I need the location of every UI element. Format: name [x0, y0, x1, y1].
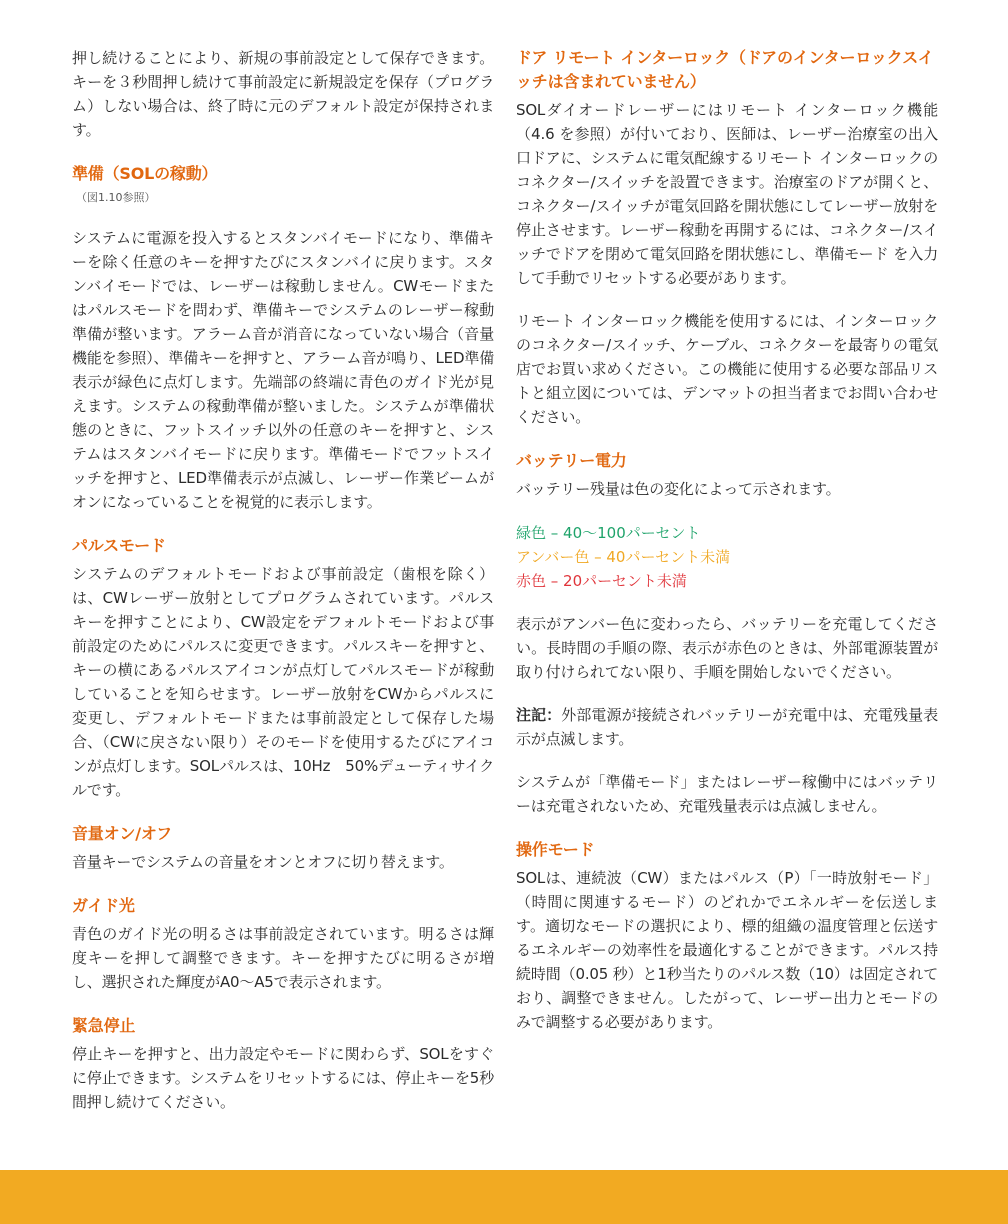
left-column — [72, 46, 494, 1114]
operation-mode-heading: 操作モード — [516, 840, 595, 859]
battery-level-red: 赤色 – 20パーセント未満 — [516, 572, 687, 590]
ready-paragraph: システムに電源を投入するとスタンバイモードになり、準備キーを除く任意のキーを押すたびにスタンバイに戻ります。スタンバイモードでは、レーザーは稼動しません。CWモードまたはパルスモードを問わず、準備キーでシステムのレーザー稼動準備が整います。アラーム音が消音になっていない場合（音量機能を参照）、準備キーを押すと、アラーム音が鳴り、LED準備表示が緑色に点灯します。先端部の終端に青色のガイド光が見えます。システムの稼動準備が整いました。システムが準備状態のときに、フットスイッチ以外の任意のキーを押すと、システムはスタンバイモードに戻ります。準備モードでフットスイッチを押すと、LED準備表示が点滅し、レーザー作業ビームがオンになっていることを視覚的に表示します。 — [72, 229, 494, 511]
operation-mode-paragraph: SOLは、連続波（CW）またはパルス（P）「一時放射モード」（時間に関連するモード）のどれかでエネルギーを伝送します。適切なモードの選択により、標的組織の温度管理と伝送するエネルギーの効率性を最適化することができます。パルス持続時間（0.05 秒）と1秒当たりのパルス数（10）は固定されており、調整できません。したがって、レーザー出力とモードのみで調整する必要があります。 — [516, 869, 938, 1031]
battery-note — [516, 703, 938, 751]
guide-light-paragraph: 青色のガイド光の明るさは事前設定されています。明るさは輝度キーを押して調整できます。キーを押すたびに明るさが増し、選択された輝度がA0～A5で表示されます。 — [72, 925, 494, 991]
battery-intro: バッテリー残量は色の変化によって示されます。 — [516, 480, 841, 498]
note-label: 注記： — [516, 706, 562, 724]
battery-heading: バッテリー電力 — [516, 451, 627, 470]
battery-paragraph-2: システムが「準備モード」またはレーザー稼働中にはバッテリーは充電されないため、充電残量表示は点滅しません。 — [516, 773, 938, 815]
right-column — [516, 46, 938, 1034]
pulse-paragraph: システムのデフォルトモードおよび事前設定（歯根を除く）は、CWレーザー放射としてプログラムされています。パルスキーを押すことにより、CW設定をデフォルトモードおよび事前設定のためにパルスに変更できます。パルスキーを押すと、キーの横にあるパルスアイコンが点灯してパルスモードが稼動していることを知らせます。レーザー放射をCWからパルスに変更し、デフォルトモードまたは事前設定として保存した場合、（CWに戻さない限り）そのモードを使用するたびにアイコンが点灯します。SOLパルスは、10Hz 50%デューティサイクルです。 — [72, 565, 494, 799]
door-interlock-paragraph-1: SOLダイオードレーザーにはリモート インターロック機能（4.6 を参照）が付いており、医師は、レーザー治療室の出入口ドアに、システムに電気配線するリモート インターロックのコネクター/スイッチを設置できます。治療室のドアが開くと、コネクター/スイッチが電気回路を開状態にしてレーザー放射を停止させます。レーザー稼動を再開するには、コネクター/スイッチでドアを閉めて電気回路を閉状態にし、準備モード を入力して手動でリセットする必要があります。 — [516, 101, 938, 287]
volume-paragraph: 音量キーでシステムの音量をオンとオフに切り替えます。 — [72, 853, 454, 871]
door-interlock-paragraph-2: リモート インターロック機能を使用するには、インターロックのコネクター/スイッチ、ケーブル、コネクターを最寄りの電気店でお買い求めください。この機能に使用する必要な部品リストと組立図については、デンマットの担当者までお問い合わせください。 — [516, 312, 938, 426]
note-text: 外部電源が接続されバッテリーが充電中は、充電残量表示が点滅します。 — [516, 706, 938, 748]
ready-heading: 準備（SOLの稼動） — [72, 164, 218, 183]
battery-levels-list — [516, 521, 938, 593]
footer-bar — [0, 1170, 1008, 1224]
battery-level-green: 緑色 – 40～100パーセント — [516, 524, 701, 542]
intro-paragraph: 押し続けることにより、新規の事前設定として保存できます。キーを３秒間押し続けて事前設定に新規設定を保存（プログラム）しない場合は、終了時に元のデフォルト設定が保持されます。 — [72, 49, 494, 139]
ready-figure-ref: （図1.10参照） — [76, 191, 156, 204]
emergency-stop-paragraph: 停止キーを押すと、出力設定やモードに関わらず、SOLをすぐに停止できます。システムをリセットするには、停止キーを5秒間押し続けてください。 — [72, 1045, 494, 1111]
volume-heading: 音量オン/オフ — [72, 824, 172, 843]
door-interlock-heading: ドア リモート インターロック（ドアのインターロックスイッチは含まれていません） — [516, 48, 934, 91]
battery-level-amber: アンバー色 – 40パーセント未満 — [516, 548, 731, 566]
pulse-heading: パルスモード — [72, 536, 166, 555]
guide-light-heading: ガイド光 — [72, 896, 135, 915]
emergency-stop-heading: 緊急停止 — [72, 1016, 136, 1035]
battery-paragraph: 表示がアンバー色に変わったら、バッテリーを充電してください。長時間の手順の際、表示が赤色のときは、外部電源装置が取り付けられてない限り、手順を開始しないでください。 — [516, 615, 938, 681]
